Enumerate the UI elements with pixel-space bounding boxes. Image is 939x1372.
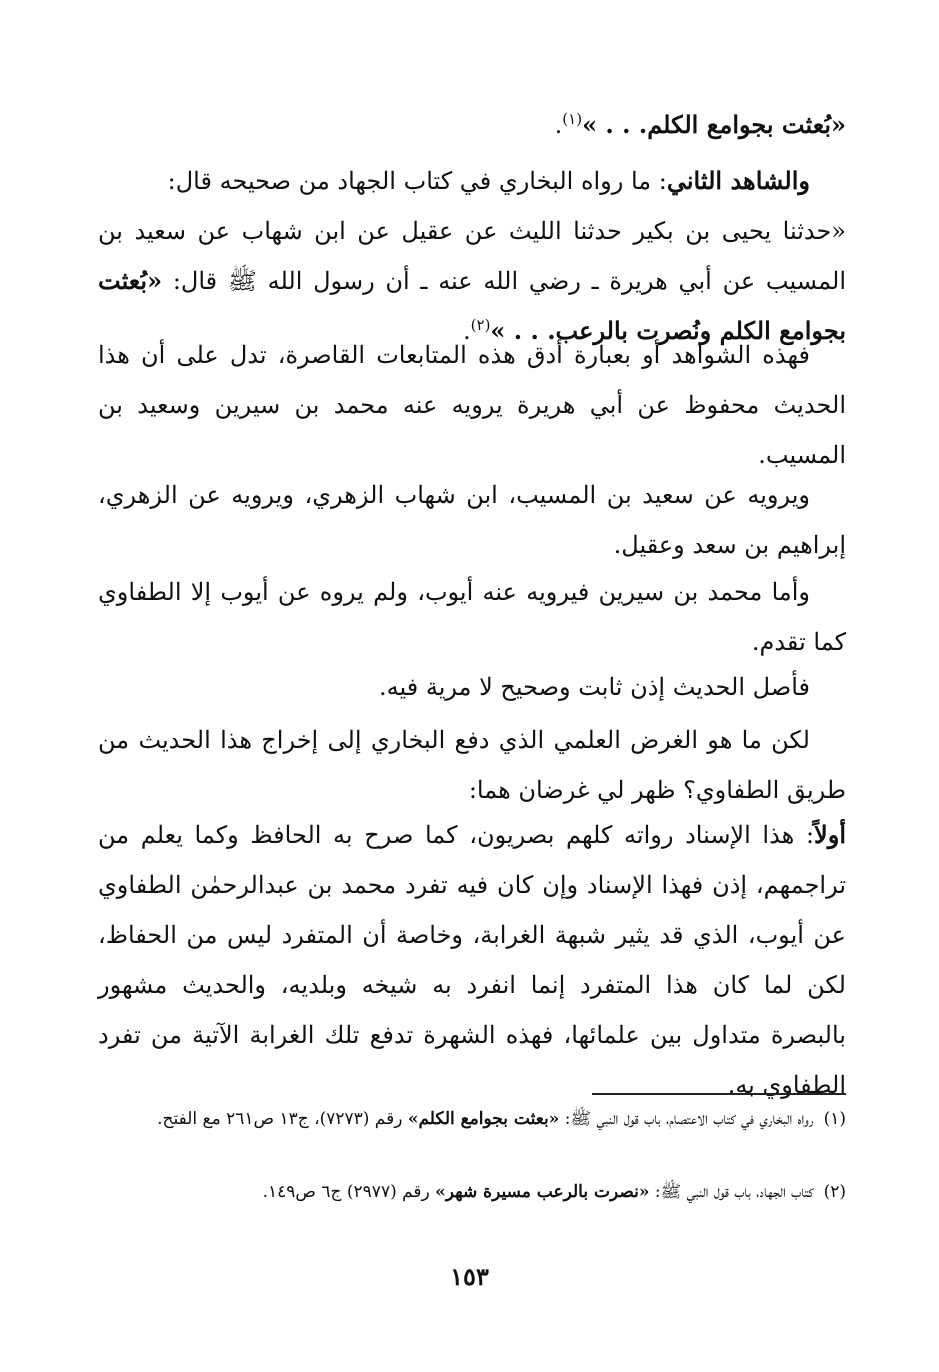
paragraph-text: : ما رواه البخاري في كتاب الجهاد من صحيحه قال:	[167, 167, 667, 195]
section-label: والشاهد الثاني	[666, 166, 810, 195]
footnote-text: رقم (٢٩٧٧) ج٦ ص١٤٩.	[262, 1182, 436, 1202]
paragraph-6	[98, 662, 846, 712]
footnote-ref-1[interactable]: (١)	[562, 110, 583, 128]
paragraph-8	[98, 810, 846, 1110]
paragraph-text: وأما محمد بن سيرين فيرويه عنه أيوب، ولم يروه عن أيوب إلا الطفاوي كما تقدم.	[98, 578, 846, 656]
footnote-text: رواه البخاري في كتاب الاعتصام، باب قول النبي ﷺ:	[559, 1109, 814, 1129]
paragraph-7	[98, 715, 846, 815]
footnote-number: (٢)	[823, 1182, 846, 1202]
page-number: ١٥٣	[450, 1262, 489, 1291]
footnote-quote: «نصرت بالرعب مسيرة شهر»	[435, 1182, 650, 1202]
footnote-separator	[592, 1093, 846, 1095]
paragraph-2	[98, 156, 846, 356]
paragraph-text: لكن ما هو الغرض العلمي الذي دفع البخاري إلى إخراج هذا الحديث من طريق الطفاوي؟ ظهر لي غرضان هما:	[98, 726, 846, 804]
footnote-quote: «بعثت بجوامع الكلم»	[407, 1109, 560, 1129]
footnote-text: رقم (٧٢٧٣)، ج١٣ ص٢٦١ مع الفتح.	[157, 1109, 408, 1129]
footnote-1	[98, 1104, 846, 1135]
section-label: أولاً	[814, 820, 846, 849]
paragraph-text: ويرويه عن سعيد بن المسيب، ابن شهاب الزهري، ويرويه عن الزهري، إبراهيم بن سعد وعقيل.	[98, 481, 846, 559]
paragraph-1	[98, 100, 846, 150]
hadith-quote: «بُعثت بجوامع الكلم ونُصرت بالرعب. . . »	[98, 266, 846, 345]
footnote-2	[98, 1177, 846, 1208]
paragraph-text: فأصل الحديث إذن ثابت وصحيح لا مرية فيه.	[378, 673, 810, 701]
paragraph-end: .	[554, 111, 563, 139]
hadith-quote: «بُعثت بجوامع الكلم. . . »	[582, 110, 846, 139]
footnote-text: كتاب الجهاد، باب قول النبي ﷺ:	[649, 1182, 814, 1202]
paragraph-4	[98, 470, 846, 570]
paragraph-5	[98, 567, 846, 667]
isnad-text: «حدثنا يحيى بن بكير حدثنا الليث عن عقيل عن ابن شهاب عن سعيد بن المسيب عن أبي هريرة ـ رضي الله عنه ـ أن رسول الله ﷺ قال:	[98, 217, 846, 295]
footnote-number: (١)	[823, 1109, 846, 1129]
paragraph-3	[98, 330, 846, 480]
footnote-ref-2[interactable]: (٢)	[470, 316, 491, 334]
paragraph-text: فهذه الشواهد أو بعبارة أدق هذه المتابعات القاصرة، تدل على أن هذا الحديث محفوظ عن أبي هريرة يرويه عنه محمد بن سيرين وسعيد بن المسيب.	[98, 341, 846, 469]
paragraph-text: : هذا الإسناد رواته كلهم بصريون، كما صرح به الحافظ وكما يعلم من تراجمهم، إذن فهذا الإسناد وإن كان فيه تفرد محمد بن عبدالرحمٰن الطفاوي عن أيوب، الذي قد يثير شبهة الغرابة، وخاصة أن المتفرد ليس من الحفاظ، لكن لما كان هذا المتفرد إنما انفرد به شيخه وبلديه، والحديث مشهور بالبصرة متداول بين علمائها، فهذه الشهرة تدفع تلك الغرابة الآتية من تفرد الطفاوي به.	[98, 821, 846, 1099]
paragraph-end: .	[463, 317, 471, 345]
